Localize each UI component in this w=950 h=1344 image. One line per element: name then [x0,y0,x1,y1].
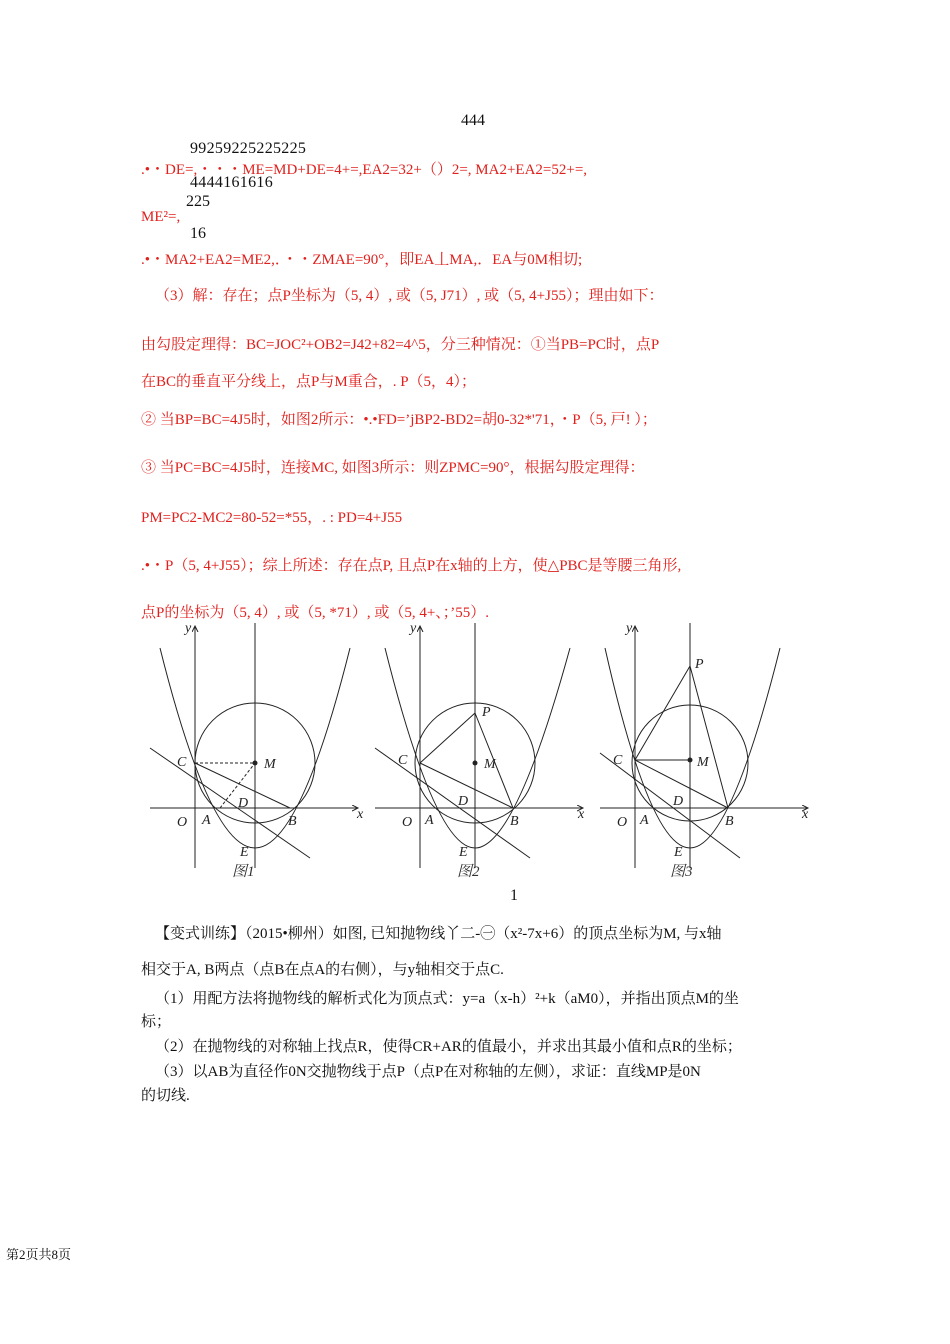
me2-denominator: 16 [190,225,206,242]
fig1-label-B: B [288,814,297,829]
figure-2 [375,621,585,880]
summary-line: .•・P（5, 4+J55）；综上所述：存在点P, 且点P在x轴的上方，使△PBC是等腰三角形, [141,558,682,574]
fig3-label-D: D [673,794,684,809]
fig1-label-x: x [357,807,364,822]
fig2-label-E: E [459,845,468,860]
question-1a: （1）用配方法将抛物线的解析式化为顶点式：y=a（x-h）²+k（aM0），并指出顶点M的坐 [155,991,739,1007]
fig3-label-C: C [613,753,623,768]
figure-1 [150,621,364,880]
fig2-caption: 图2 [457,864,480,880]
fig1-caption: 图1 [232,864,255,880]
fig2-label-M: M [484,757,496,772]
me2-label: ME²=, [141,209,181,225]
question-2: （2）在抛物线的对称轴上找点R，使得CR+AR的值最小，并求出其最小值和点R的坐标； [155,1039,742,1055]
fig2-label-A: A [425,813,434,828]
case1-line: 在BC的垂直平分线上，点P与M重合，. P（5，4）； [141,374,477,390]
fig1-label-y: y [185,621,192,636]
fig3-label-O: O [617,815,628,830]
fig3-label-P: P [695,657,704,672]
fraction-numerators: 99259225225225 [190,140,307,157]
me2-numerator: 225 [186,193,210,210]
page-footer: 第2页共8页 [6,1247,72,1262]
fig3-label-A: A [640,813,649,828]
fig2-label-B: B [510,814,519,829]
fig1-label-M: M [264,757,276,772]
fig1-label-E: E [240,845,249,860]
fig3-label-E: E [674,845,683,860]
question-1b: 标； [141,1014,172,1030]
fig3-label-B: B [725,814,734,829]
geometry-figures [140,618,820,883]
case3-line: ③ 当PC=BC=4J5时，连接MC, 如图3所示：则ZPMC=90°，根据勾股定理得： [141,460,645,476]
fig3-caption: 图3 [670,864,693,880]
fig3-label-x: x [802,807,809,822]
fraction-numerator-top: 444 [461,112,485,129]
fig2-label-P: P [482,705,491,720]
tangent-conclusion: .•・MA2+EA2=ME2,．・・ZMAE=90°，即EA丄MA,．EA与0M相切; [141,252,583,268]
question-3a: （3）以AB为直径作0N交抛物线于点P（点P在对称轴的左侧），求证：直线MP是0N [155,1064,701,1080]
de-equation-line: .•・DE=,・・・ME=MD+DE=4+=,EA2=32+（）2=, MA2+EA2=52+=, [141,162,588,178]
fig1-label-A: A [202,813,211,828]
exercise-line-2: 相交于A, B两点（点B在点A的右侧），与y轴相交于点C. [141,962,504,978]
fig2-label-C: C [398,753,408,768]
pm-line: PM=PC2-MC2=80-52=*55，. : PD=4+J55 [141,510,403,526]
fig2-label-D: D [458,794,469,809]
figure-3 [600,621,809,880]
part3-answer: （3）解：存在；点P坐标为（5, 4）, 或（5, J71）, 或（5, 4+J55）；理由如下： [155,288,664,304]
bc-length-line: 由勾股定理得：BC=JOC²+OB2=J42+82=4^5，分三种情况：①当PB=PC时，点P [141,337,660,353]
page-number: 1 [510,887,518,904]
fraction-denominators: 4444161616 [190,174,273,191]
exercise-line-1: 【变式训练】（2015•柳州）如图, 已知抛物线丫二-㊀（x²-7x+6）的顶点坐标为M, 与x轴 [155,926,722,942]
fig3-label-y: y [626,621,633,636]
fig1-label-C: C [177,755,187,770]
fig2-label-O: O [402,815,413,830]
fig1-label-O: O [177,815,188,830]
question-3b: 的切线. [141,1088,190,1104]
case2-line: ② 当BP=BC=4J5时，如图2所示：•.•FD=’jBP2-BD2=胡0-32*'71，・P（5, 戸! ）； [141,412,657,428]
fig3-label-M: M [697,755,709,770]
final-answer-line: 点P的坐标为（5, 4）, 或（5, *71）, 或（5, 4+、；’55）. [141,605,490,621]
fig2-label-y: y [410,621,417,636]
fig1-label-D: D [238,796,249,811]
fig2-label-x: x [578,807,585,822]
